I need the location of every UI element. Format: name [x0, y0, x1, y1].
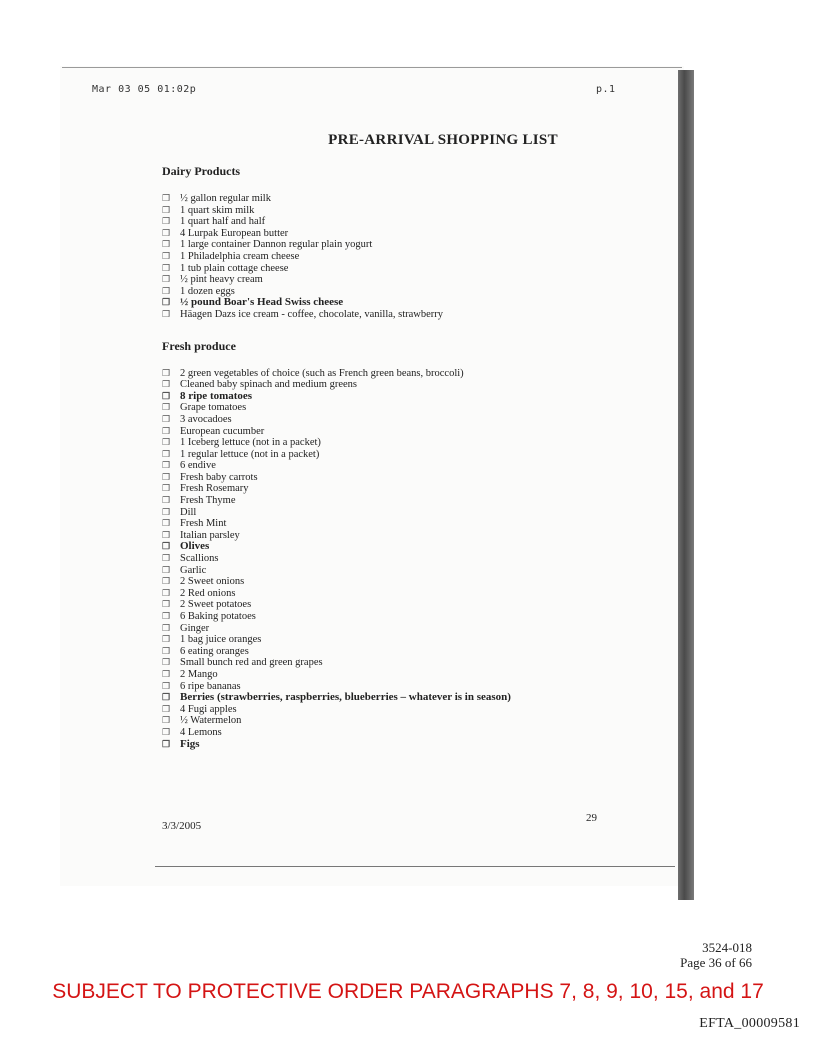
list-item	[162, 657, 662, 669]
list-item	[162, 205, 662, 217]
checkbox-icon: ❒	[162, 529, 171, 540]
list-item	[162, 553, 662, 565]
list-item	[162, 530, 662, 542]
checkbox-icon: ❒	[162, 204, 171, 215]
checkbox-icon: ❒	[162, 726, 171, 737]
fax-header-page: p.1	[596, 84, 616, 95]
checkbox-icon: ❒	[162, 564, 171, 575]
checkbox-icon: ❒	[162, 645, 171, 656]
checkbox-icon: ❒	[162, 587, 171, 598]
bates-page: Page 36 of 66	[680, 955, 752, 970]
checkbox-icon: ❒	[162, 553, 171, 564]
list-item	[162, 565, 662, 577]
footer-date: 3/3/2005	[162, 820, 202, 832]
checkbox-icon: ❒	[162, 541, 171, 552]
bates-doc-id: 3524-018	[702, 940, 752, 955]
list-item	[162, 402, 662, 414]
list-item-label: Häagen Dazs ice cream - coffee, chocolate, vanilla, strawberry	[180, 308, 444, 320]
checkbox-icon: ❒	[162, 668, 171, 679]
page-number: 29	[586, 812, 597, 824]
list-item	[162, 692, 662, 704]
list-item-label: Fresh Mint	[180, 518, 227, 530]
list-item-label: 1 Philadelphia cream cheese	[180, 250, 300, 262]
checkbox-icon: ❒	[162, 367, 171, 378]
list-item-label: 1 quart skim milk	[180, 204, 255, 216]
checkbox-icon: ❒	[162, 274, 171, 285]
checkbox-icon: ❒	[162, 622, 171, 633]
checkbox-icon: ❒	[162, 193, 171, 203]
list-item	[162, 623, 662, 635]
checkbox-icon: ❒	[162, 703, 171, 714]
list-item-label: European cucumber	[180, 425, 265, 437]
list-item-label: Italian parsley	[180, 529, 240, 541]
checkbox-icon: ❒	[162, 471, 171, 482]
checkbox-icon: ❒	[162, 692, 171, 703]
list-item	[162, 541, 662, 553]
list-item-label: 1 quart half and half	[180, 216, 266, 228]
list-item-label: 2 Sweet potatoes	[180, 599, 252, 611]
list-item-label: 4 Lemons	[180, 726, 222, 738]
list-item	[162, 426, 662, 438]
list-item-label: Fresh Rosemary	[180, 483, 249, 495]
list-item	[162, 646, 662, 658]
list-item	[162, 228, 662, 240]
list-item-label: Ginger	[180, 622, 210, 634]
list-item-label: Grape tomatoes	[180, 402, 247, 414]
list-item-label: ½ gallon regular milk	[180, 193, 271, 204]
list-item	[162, 414, 662, 426]
list-item	[162, 588, 662, 600]
checkbox-icon: ❒	[162, 738, 171, 749]
checkbox-icon: ❒	[162, 425, 171, 436]
list-item	[162, 216, 662, 228]
dairy-items	[162, 193, 662, 321]
list-item	[162, 368, 662, 380]
checkbox-icon: ❒	[162, 437, 171, 448]
list-item-label: Garlic	[180, 564, 207, 576]
list-item-label: ½ Watermelon	[180, 715, 242, 727]
checkbox-icon: ❒	[162, 599, 171, 610]
list-item-label: 3 avocadoes	[180, 413, 232, 425]
checkbox-icon: ❒	[162, 611, 171, 621]
bates-stamp	[680, 940, 752, 970]
scan-edge-shadow	[678, 70, 694, 900]
list-item-label: 2 Red onions	[180, 587, 236, 599]
section-heading-dairy: Dairy Products	[162, 164, 241, 178]
list-item	[162, 727, 662, 739]
checkbox-icon: ❒	[162, 715, 171, 726]
list-item-label: 6 endive	[180, 460, 216, 472]
list-item-label: 1 large container Dannon regular plain yogurt	[180, 239, 373, 251]
list-item	[162, 483, 662, 495]
list-item	[162, 472, 662, 484]
fax-header-date: Mar 03 05 01:02p	[92, 84, 197, 95]
checkbox-icon: ❒	[162, 227, 171, 238]
list-item	[162, 437, 662, 449]
list-item-label: 1 bag juice oranges	[180, 634, 262, 646]
list-item	[162, 297, 662, 309]
list-item	[162, 576, 662, 588]
checkbox-icon: ❒	[162, 413, 171, 424]
list-item-label: 1 dozen eggs	[180, 285, 235, 297]
bottom-rule	[155, 866, 675, 867]
protective-order-notice: SUBJECT TO PROTECTIVE ORDER PARAGRAPHS 7, 8, 9, 10, 15, and 17	[52, 980, 764, 1003]
list-item-label: Scallions	[180, 553, 219, 565]
list-item-label: Small bunch red and green grapes	[180, 657, 323, 669]
list-item-label: 2 Sweet onions	[180, 576, 245, 588]
checkbox-icon: ❒	[162, 680, 171, 691]
list-item-label: Dill	[180, 506, 197, 518]
list-item-label: Cleaned baby spinach and medium greens	[180, 379, 357, 391]
list-item	[162, 251, 662, 263]
list-item-label: Berries (strawberries, raspberries, blueberries – whatever is in season)	[180, 691, 511, 704]
list-item	[162, 715, 662, 727]
checkbox-icon: ❒	[162, 297, 171, 308]
list-item-label: 2 green vegetables of choice (such as French green beans, broccoli)	[180, 367, 464, 379]
list-item	[162, 309, 662, 321]
checkbox-icon: ❒	[162, 250, 171, 261]
list-item-label: 6 Baking potatoes	[180, 611, 256, 622]
list-item-label: 4 Lurpak European butter	[180, 227, 289, 239]
top-rule	[62, 67, 682, 68]
checkbox-icon: ❒	[162, 308, 171, 319]
checkbox-icon: ❒	[162, 216, 171, 227]
list-item	[162, 495, 662, 507]
checkbox-icon: ❒	[162, 460, 171, 471]
list-item-label: 4 Fugi apples	[180, 703, 237, 715]
list-item	[162, 449, 662, 461]
list-item-label: Fresh Thyme	[180, 495, 236, 507]
checkbox-icon: ❒	[162, 495, 171, 506]
list-item-label: Fresh baby carrots	[180, 471, 258, 483]
efta-id: EFTA_00009581	[699, 1016, 800, 1031]
list-item-label: 8 ripe tomatoes	[180, 389, 253, 402]
list-item	[162, 634, 662, 646]
checkbox-icon: ❒	[162, 390, 171, 401]
list-item	[162, 704, 662, 716]
checkbox-icon: ❒	[162, 402, 171, 413]
checkbox-icon: ❒	[162, 285, 171, 296]
list-item	[162, 379, 662, 391]
list-item	[162, 391, 662, 403]
list-item-label: Figs	[180, 737, 200, 750]
list-item	[162, 611, 662, 623]
list-item-label: 6 ripe bananas	[180, 680, 241, 692]
list-item	[162, 507, 662, 519]
shopping-list	[162, 164, 662, 750]
list-item-label: 2 Mango	[180, 668, 218, 680]
list-item	[162, 263, 662, 275]
checkbox-icon: ❒	[162, 634, 171, 645]
checkbox-icon: ❒	[162, 448, 171, 459]
list-item-label: 1 Iceberg lettuce (not in a packet)	[180, 437, 321, 449]
list-item-label: 1 regular lettuce (not in a packet)	[180, 448, 320, 460]
checkbox-icon: ❒	[162, 506, 171, 517]
list-item	[162, 274, 662, 286]
checkbox-icon: ❒	[162, 239, 171, 250]
list-item-label: 6 eating oranges	[180, 645, 249, 657]
produce-items	[162, 368, 662, 751]
checkbox-icon: ❒	[162, 518, 171, 529]
checkbox-icon: ❒	[162, 576, 171, 587]
list-item	[162, 669, 662, 681]
list-item	[162, 193, 662, 205]
list-item	[162, 599, 662, 611]
list-item-label: ½ pound Boar's Head Swiss cheese	[180, 296, 344, 309]
list-item	[162, 239, 662, 251]
list-item	[162, 460, 662, 472]
list-item	[162, 739, 662, 751]
checkbox-icon: ❒	[162, 657, 171, 668]
list-item	[162, 518, 662, 530]
checkbox-icon: ❒	[162, 483, 171, 494]
page-title: PRE-ARRIVAL SHOPPING LIST	[328, 132, 558, 148]
checkbox-icon: ❒	[162, 262, 171, 273]
checkbox-icon: ❒	[162, 379, 171, 390]
list-item-label: Olives	[180, 540, 210, 553]
list-item-label: ½ pint heavy cream	[180, 274, 263, 286]
section-heading-produce: Fresh produce	[162, 338, 236, 353]
list-item-label: 1 tub plain cottage cheese	[180, 262, 289, 274]
